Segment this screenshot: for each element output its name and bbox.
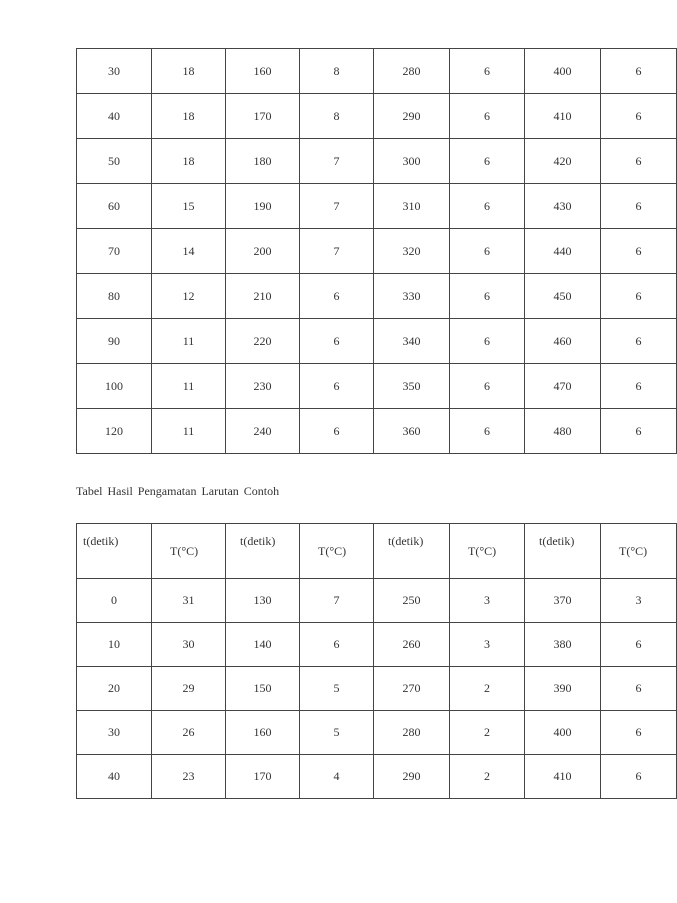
table-cell: 6 [601, 139, 677, 184]
table-cell: 6 [450, 409, 525, 454]
table-cell: 170 [226, 94, 300, 139]
table-cell: 10 [77, 623, 152, 667]
table-cell: 140 [226, 623, 300, 667]
table-cell: 310 [374, 184, 450, 229]
table-cell: 2 [450, 711, 525, 755]
table-cell: 11 [152, 364, 226, 409]
table-cell: 5 [300, 711, 374, 755]
column-header [300, 524, 374, 579]
table-cell: 180 [226, 139, 300, 184]
table-cell: 6 [601, 319, 677, 364]
table-cell: 14 [152, 229, 226, 274]
table-cell: 340 [374, 319, 450, 364]
column-header: t(detik) [77, 524, 152, 579]
table-row [77, 711, 677, 755]
table-cell: 6 [450, 364, 525, 409]
column-header-label: T(°C) [318, 544, 347, 558]
table-cell: 15 [152, 184, 226, 229]
table-cell: 130 [226, 579, 300, 623]
table-row [77, 409, 677, 454]
table-cell: 380 [525, 623, 601, 667]
table-cell: 4 [300, 755, 374, 799]
table-cell: 6 [450, 49, 525, 94]
table-cell: 31 [152, 579, 226, 623]
table-cell: 30 [77, 49, 152, 94]
table-cell: 220 [226, 319, 300, 364]
table-cell: 6 [601, 49, 677, 94]
table-cell: 280 [374, 711, 450, 755]
table-cell: 11 [152, 319, 226, 364]
table-cell: 80 [77, 274, 152, 319]
table-cell: 270 [374, 667, 450, 711]
table-cell: 400 [525, 49, 601, 94]
table-row [77, 667, 677, 711]
table-row [77, 319, 677, 364]
table-cell: 460 [525, 319, 601, 364]
table-cell: 170 [226, 755, 300, 799]
data-table-top [76, 48, 677, 454]
table-cell: 26 [152, 711, 226, 755]
column-header [601, 524, 677, 579]
table-cell: 230 [226, 364, 300, 409]
table-cell: 2 [450, 667, 525, 711]
table-caption: Tabel Hasil Pengamatan Larutan Contoh [76, 484, 280, 498]
table-cell: 8 [300, 49, 374, 94]
table-row [77, 274, 677, 319]
table-cell: 18 [152, 49, 226, 94]
table-header-row [77, 524, 677, 579]
table-cell: 6 [300, 623, 374, 667]
table-cell: 360 [374, 409, 450, 454]
table-cell: 150 [226, 667, 300, 711]
data-table-bottom [76, 523, 677, 799]
table-cell: 40 [77, 755, 152, 799]
table-cell: 350 [374, 364, 450, 409]
table-cell: 6 [300, 274, 374, 319]
table-cell: 6 [601, 623, 677, 667]
table-row [77, 229, 677, 274]
table-cell: 390 [525, 667, 601, 711]
table-cell: 20 [77, 667, 152, 711]
table-row [77, 139, 677, 184]
table-cell: 90 [77, 319, 152, 364]
column-header: t(detik) [226, 524, 300, 579]
table-cell: 7 [300, 184, 374, 229]
table-cell: 30 [152, 623, 226, 667]
table-cell: 6 [601, 94, 677, 139]
table-cell: 40 [77, 94, 152, 139]
column-header-label: T(°C) [170, 544, 199, 558]
table-cell: 6 [601, 184, 677, 229]
table-cell: 23 [152, 755, 226, 799]
table-cell: 420 [525, 139, 601, 184]
table-cell: 290 [374, 755, 450, 799]
table-cell: 410 [525, 94, 601, 139]
table-cell: 7 [300, 229, 374, 274]
table-cell: 120 [77, 409, 152, 454]
table-cell: 320 [374, 229, 450, 274]
table-cell: 50 [77, 139, 152, 184]
table-cell: 330 [374, 274, 450, 319]
table-cell: 430 [525, 184, 601, 229]
table-cell: 280 [374, 49, 450, 94]
table-cell: 6 [450, 184, 525, 229]
column-header-label: T(°C) [468, 544, 497, 558]
table-cell: 300 [374, 139, 450, 184]
table-row [77, 94, 677, 139]
table-cell: 160 [226, 49, 300, 94]
table-row [77, 579, 677, 623]
table-cell: 260 [374, 623, 450, 667]
table-row [77, 184, 677, 229]
table-cell: 160 [226, 711, 300, 755]
table-cell: 210 [226, 274, 300, 319]
table-cell: 6 [601, 755, 677, 799]
table-cell: 3 [450, 623, 525, 667]
table-cell: 6 [601, 711, 677, 755]
table-cell: 6 [300, 319, 374, 364]
table-cell: 6 [300, 409, 374, 454]
table-cell: 480 [525, 409, 601, 454]
table-cell: 18 [152, 94, 226, 139]
table-cell: 290 [374, 94, 450, 139]
table-cell: 6 [450, 139, 525, 184]
table-cell: 8 [300, 94, 374, 139]
table-row [77, 364, 677, 409]
table-cell: 6 [450, 229, 525, 274]
table-cell: 12 [152, 274, 226, 319]
table-cell: 29 [152, 667, 226, 711]
table-cell: 100 [77, 364, 152, 409]
column-header [152, 524, 226, 579]
column-header: t(detik) [374, 524, 450, 579]
column-header-label: T(°C) [619, 544, 648, 558]
table-cell: 70 [77, 229, 152, 274]
table-cell: 11 [152, 409, 226, 454]
column-header [450, 524, 525, 579]
table-cell: 0 [77, 579, 152, 623]
table-cell: 6 [450, 274, 525, 319]
table-row [77, 49, 677, 94]
table-cell: 250 [374, 579, 450, 623]
table-cell: 370 [525, 579, 601, 623]
table-cell: 3 [601, 579, 677, 623]
table-cell: 6 [300, 364, 374, 409]
table-cell: 6 [601, 409, 677, 454]
table-cell: 6 [450, 94, 525, 139]
table-cell: 240 [226, 409, 300, 454]
table-cell: 7 [300, 139, 374, 184]
table-cell: 200 [226, 229, 300, 274]
table-cell: 6 [450, 319, 525, 364]
table-cell: 470 [525, 364, 601, 409]
table-bottom-body [77, 524, 677, 799]
table-cell: 30 [77, 711, 152, 755]
table-cell: 450 [525, 274, 601, 319]
table-cell: 60 [77, 184, 152, 229]
column-header: t(detik) [525, 524, 601, 579]
table-cell: 440 [525, 229, 601, 274]
table-cell: 6 [601, 274, 677, 319]
table-cell: 6 [601, 364, 677, 409]
table-cell: 6 [601, 667, 677, 711]
table-cell: 6 [601, 229, 677, 274]
table-cell: 400 [525, 711, 601, 755]
table-row [77, 623, 677, 667]
table-row [77, 755, 677, 799]
table-cell: 190 [226, 184, 300, 229]
table-cell: 5 [300, 667, 374, 711]
table-cell: 18 [152, 139, 226, 184]
table-cell: 3 [450, 579, 525, 623]
table-top-body [77, 49, 677, 454]
table-cell: 410 [525, 755, 601, 799]
table-cell: 2 [450, 755, 525, 799]
table-cell: 7 [300, 579, 374, 623]
